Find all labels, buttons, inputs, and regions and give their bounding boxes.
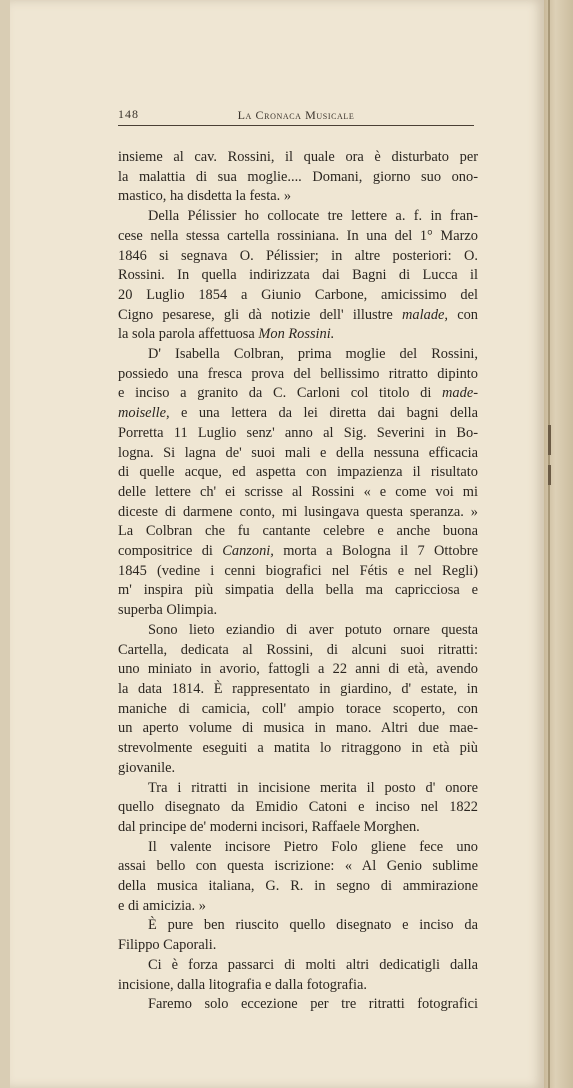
text-line: possiedo una fresca prova del bellissimo ritratto dipinto <box>118 365 478 382</box>
running-header <box>118 107 474 126</box>
text-line: Tra i ritratti in incisione merita il posto d' onore <box>148 779 478 796</box>
text-line: dal principe de' moderni incisori, Raffaele Morghen. <box>118 818 420 835</box>
page-fold-line <box>548 0 550 1088</box>
text-line: Filippo Caporali. <box>118 937 217 954</box>
text-line: Rossini. In quella indirizzata dai Bagni di Lucca il <box>118 267 478 284</box>
paragraph <box>118 345 478 621</box>
text-line: Ci è forza passarci di molti altri dedicatigli dalla <box>148 956 478 973</box>
paragraph <box>118 995 478 1015</box>
body-text <box>118 148 478 1015</box>
text-line: È pure ben riuscito quello disegnato e inciso da <box>148 917 478 934</box>
binding-mark <box>548 465 551 485</box>
text-line: e di amicizia. » <box>118 897 206 914</box>
text-line: La Colbran che fu cantante celebre e anche buona <box>118 523 478 540</box>
paragraph <box>118 148 478 207</box>
text-line: 1845 (vedine i cenni biografici nel Fétis e nel Regli) <box>118 562 478 579</box>
paragraph <box>118 838 478 917</box>
text-line: superba Olimpia. <box>118 602 218 619</box>
text-line: di quelle acque, ed aspetta con impazienza il risultato <box>118 464 478 481</box>
text-line: uno miniato in avorio, fattogli a 22 anni di età, avendo <box>118 661 478 678</box>
text-line: Cigno pesarese, gli dà notizie dell' illustre malade, con <box>118 306 478 323</box>
italic-text: Mon Rossini. <box>258 326 335 343</box>
text-line: Il valente incisore Pietro Folo gliene fece uno <box>148 838 478 855</box>
text-line: maniche di camicia, coll' ampio torace scoperto, con <box>118 700 478 717</box>
text-line: un aperto volume di musica in mano. Altri due mae- <box>118 720 478 737</box>
text-line: la data 1814. È rappresentato in giardino, d' estate, in <box>118 680 478 697</box>
text-line: strevolmente eseguiti a matita lo ritraggono in età più <box>118 740 478 757</box>
text-line: mastico, ha disdetta la festa. » <box>118 188 292 205</box>
text-line: 20 Luglio 1854 a Giunio Carbone, amicissimo del <box>118 286 478 303</box>
text-line: D' Isabella Colbran, prima moglie del Rossini, <box>148 346 478 363</box>
text-line: 1846 si segnava O. Pélissier; in altre posteriori: O. <box>118 247 478 264</box>
text-line: cese nella stessa cartella rossiniana. In una del 1° Marzo <box>118 227 478 244</box>
paragraph <box>118 621 478 779</box>
text-line: incisione, dalla litografia e dalla fotografia. <box>118 976 367 993</box>
text-line: assai bello con questa iscrizione: « Al Genio sublime <box>118 858 478 875</box>
text-line: giovanile. <box>118 759 176 776</box>
text-line: diceste di darmene conto, mi lusingava questa speranza. » <box>118 503 478 520</box>
text-line: Sono lieto eziandio di aver potuto ornare questa <box>148 621 478 638</box>
italic-text: made- <box>442 385 478 402</box>
italic-text: moiselle, <box>118 405 170 422</box>
text-line: m' inspira più simpatia della bella ma capricciosa e <box>118 582 478 599</box>
paragraph <box>118 916 478 955</box>
italic-text: malade, <box>402 306 448 323</box>
paragraph <box>118 956 478 995</box>
text-line: la sola parola affettuosa Mon Rossini. <box>118 326 335 343</box>
text-line: la malattia di sua moglie.... Domani, giorno suo ono- <box>118 168 478 185</box>
text-line: e inciso a granito da C. Carloni col titolo di made- <box>118 385 478 402</box>
text-line: Porretta 11 Luglio senz' anno al Sig. Severini in Bo- <box>118 424 478 441</box>
binding-mark <box>548 425 551 455</box>
text-line: Della Pélissier ho collocate tre lettere a. f. in fran- <box>148 208 478 225</box>
text-line: Faremo solo eccezione per tre ritratti fotografici <box>148 996 478 1013</box>
text-line: logna. Si lagna de' suoi mali e della nessuna efficacia <box>118 444 478 461</box>
italic-text: Canzoni, <box>222 543 274 560</box>
text-line: quello disegnato da Emidio Catoni e inciso nel 1822 <box>118 799 478 816</box>
running-title: La Cronaca Musicale <box>237 108 355 122</box>
text-line: compositrice di Canzoni, morta a Bologna il 7 Ottobre <box>118 543 478 560</box>
text-line: insieme al cav. Rossini, il quale ora è disturbato per <box>118 149 478 165</box>
text-line: moiselle, e una lettera da lei diretta dai bagni della <box>118 405 478 422</box>
paragraph <box>118 779 478 838</box>
text-line: Cartella, dedicata al Rossini, di alcuni suoi ritratti: <box>118 641 478 658</box>
text-line: della musica italiana, G. R. in segno di ammirazione <box>118 878 478 895</box>
paragraph <box>118 207 478 345</box>
text-line: delle lettere ch' ei scrisse al Rossini « e come voi mi <box>118 483 478 500</box>
page-number: 148 <box>118 107 139 121</box>
